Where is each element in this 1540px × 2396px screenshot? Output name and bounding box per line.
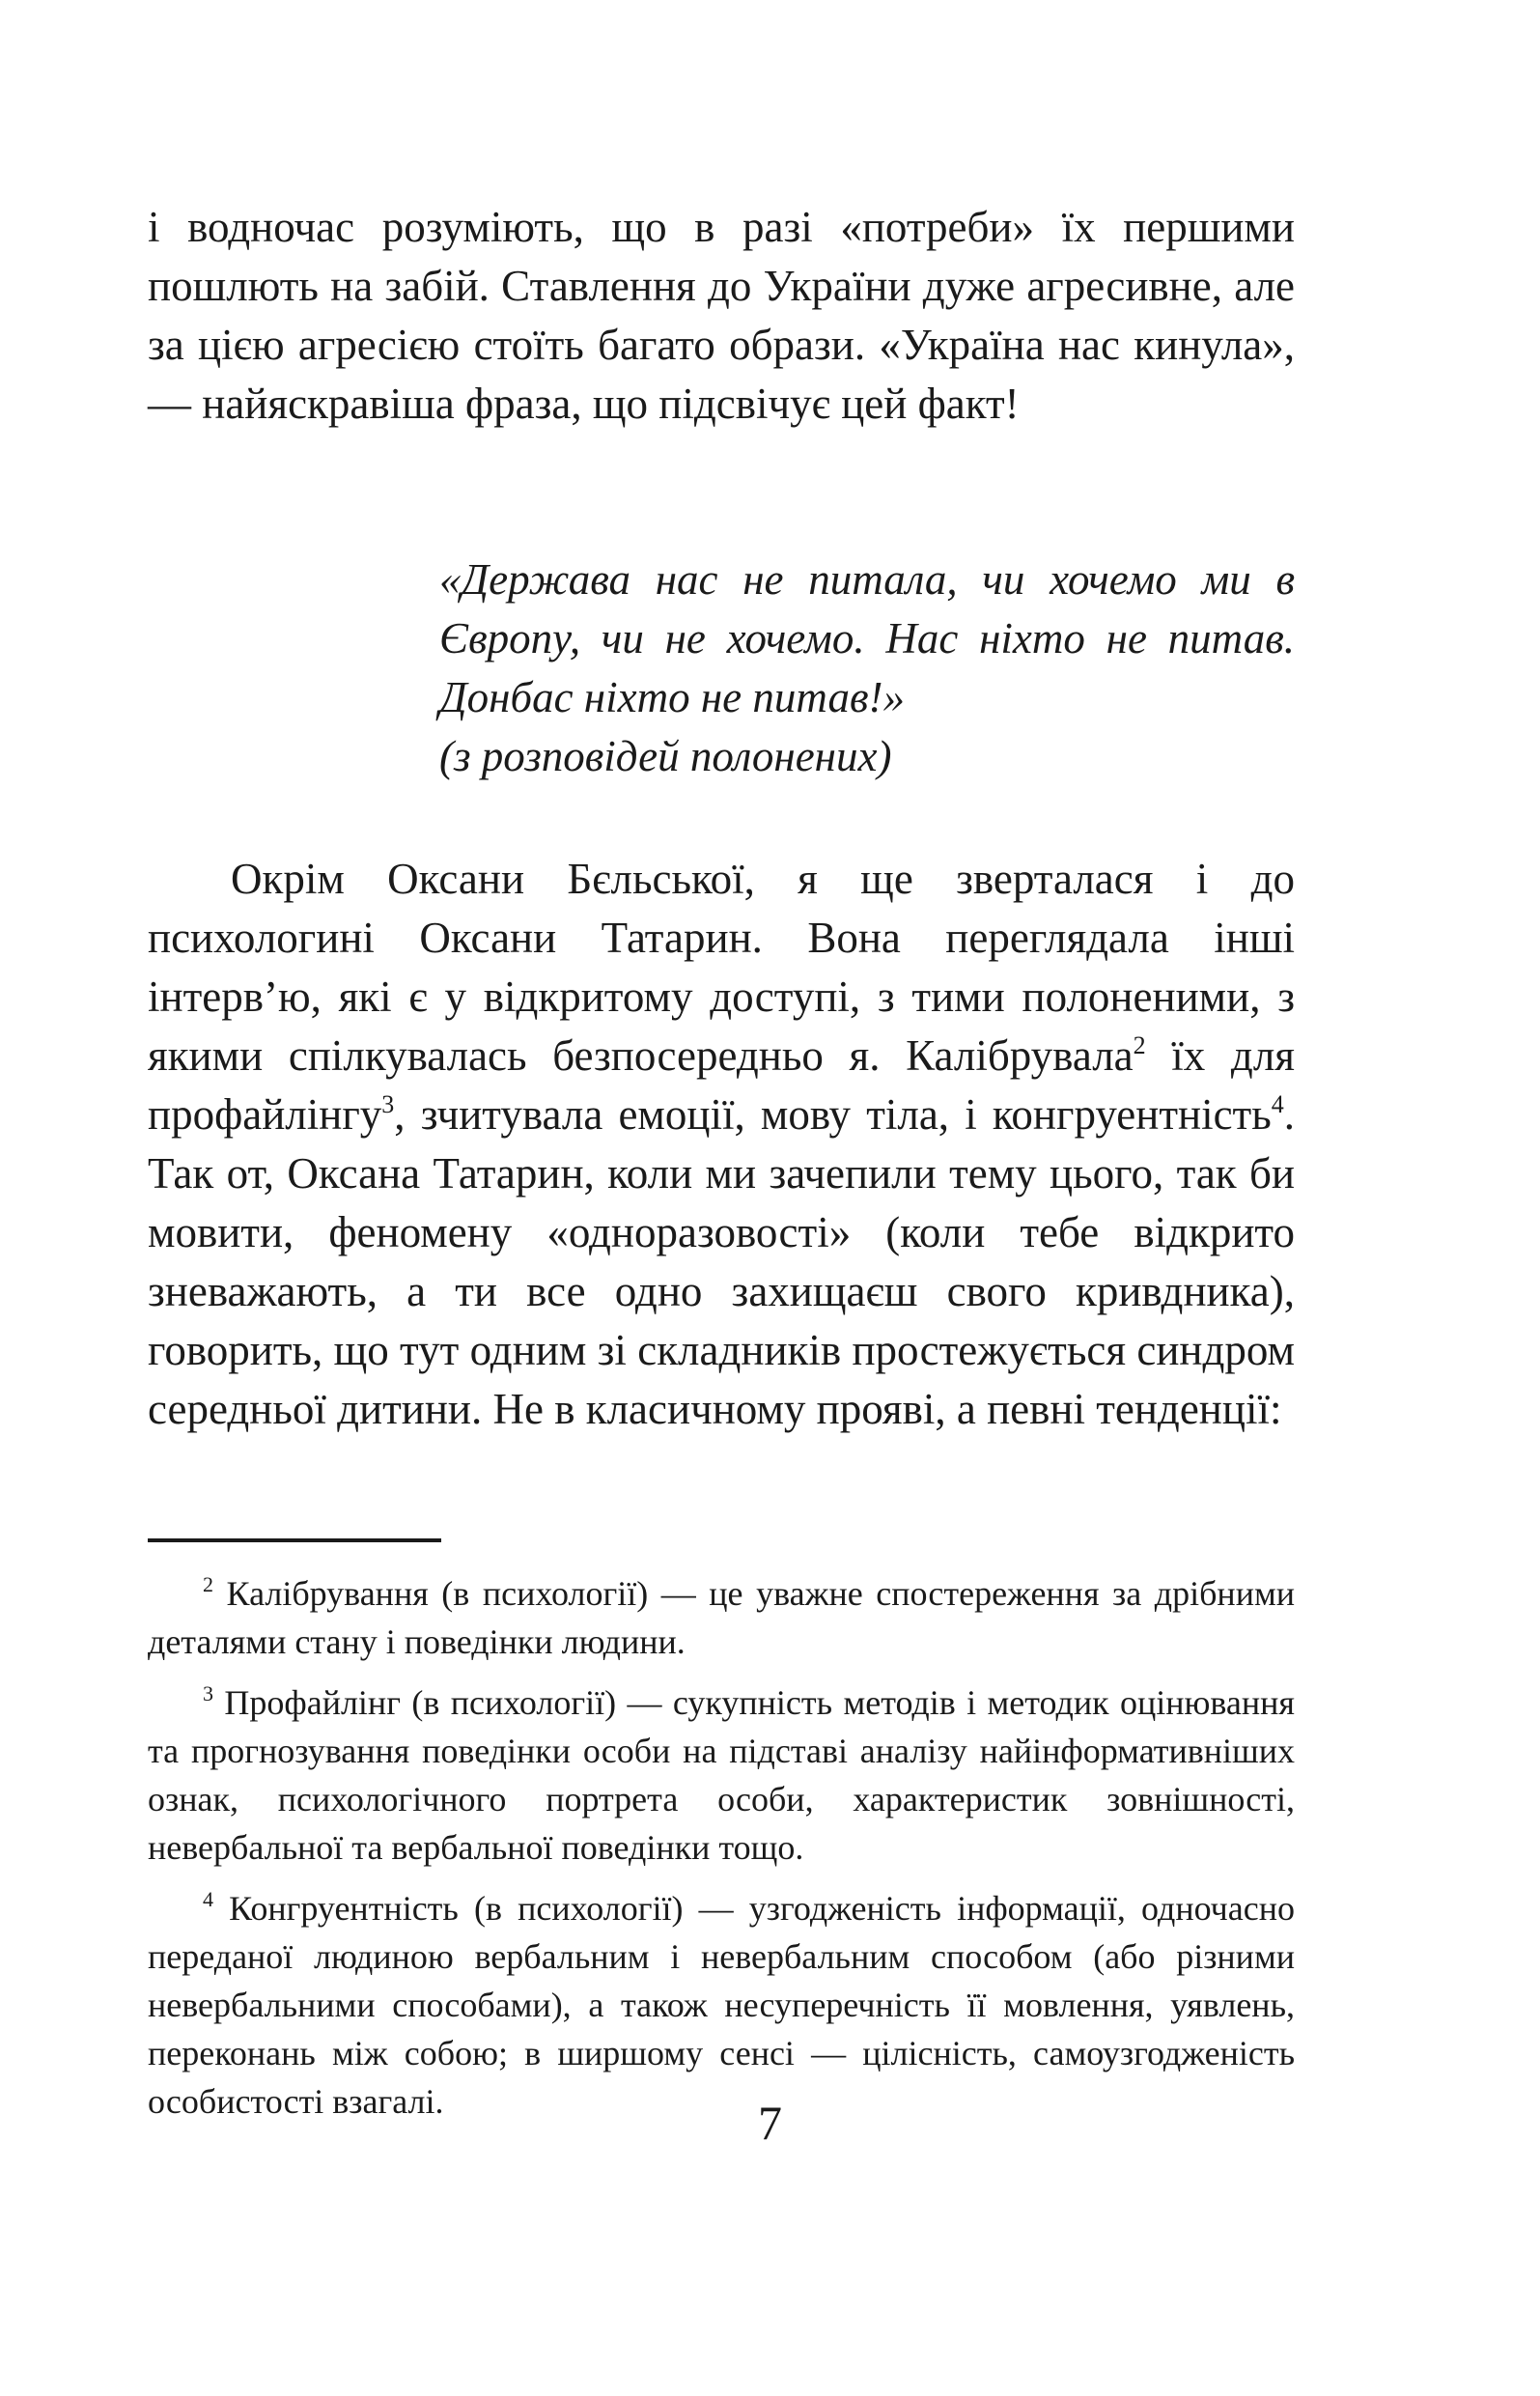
- footnote-number: 4: [203, 1887, 213, 1911]
- epigraph-quote: [439, 550, 1295, 786]
- footnote-text: Профайлінг (в психології) — сукупність методів і методик оцінювання та прогнозування поведінки особи на підставі аналізу найінформативніших ознак, психологічного портрета особи, характеристик зовнішності, невербальної та вербальної поведінки тощо.: [148, 1683, 1295, 1867]
- footnotes-section: [148, 1569, 1295, 2138]
- body-paragraph-2: [148, 850, 1295, 1439]
- footnote-text: Калібрування (в психології) — це уважне спостереження за дрібними деталями стану і поведінки людини.: [148, 1574, 1295, 1661]
- footnote-number: 2: [203, 1572, 213, 1596]
- footnote-3: [148, 1678, 1295, 1872]
- quote-source: (з розповідей полонених): [439, 732, 892, 780]
- paragraph-2-part-4: . Так от, Оксана Татарин, коли ми зачепили тему цього, так би мовити, феномену «одноразовості» (коли тебе відкрито зневажають, а ти все одно захищаєш свого кривдника), говорить, що тут одним зі складників простежується синдром середньої дитини. Не в класичному прояві, а певні тенденції:: [148, 1090, 1295, 1433]
- footnote-4: [148, 1884, 1295, 2126]
- paragraph-2-part-3: , зчитувала емоції, мову тіла, і конгруентність: [394, 1090, 1272, 1139]
- footnote-ref-3: 3: [381, 1090, 395, 1118]
- footnote-ref-4: 4: [1271, 1090, 1284, 1118]
- footnote-text: Конгруентність (в психології) — узгодженість інформації, одночасно переданої людиною вербальним і невербальним способом (або різними невербальними способами), а також несуперечність її мовлення, уявлень, переконань між собою; в ширшому сенсі — цілісність, самоузгодженість особистості взагалі.: [148, 1889, 1295, 2121]
- footnote-2: [148, 1569, 1295, 1666]
- quote-text: «Держава нас не питала, чи хочемо ми в Європу, чи не хочемо. Нас ніхто не питав. Донбас ніхто не питав!»: [439, 555, 1295, 721]
- body-paragraph-1: і водночас розуміють, що в разі «потреби» їх першими пошлють на забій. Ставлення до України дуже агресивне, але за цією агресією стоїть багато образи. «Україна нас кинула», — найяскравіша фраза, що підсвічує цей факт!: [148, 203, 1295, 428]
- paragraph-2-part-2: їх для профайлінгу: [148, 1031, 1295, 1139]
- page-number: 7: [758, 2096, 782, 2150]
- footnote-ref-2: 2: [1133, 1031, 1146, 1059]
- footnote-divider: [148, 1538, 441, 1542]
- footnote-number: 3: [203, 1681, 213, 1705]
- paragraph-2-part-1: Окрім Оксани Бєльської, я ще зверталася і до психологині Оксани Татарин. Вона переглядала інші інтерв’ю, які є у відкритому доступі, з тими полоненими, з якими спілкувалась безпосередньо я. Калібрувала: [148, 855, 1295, 1080]
